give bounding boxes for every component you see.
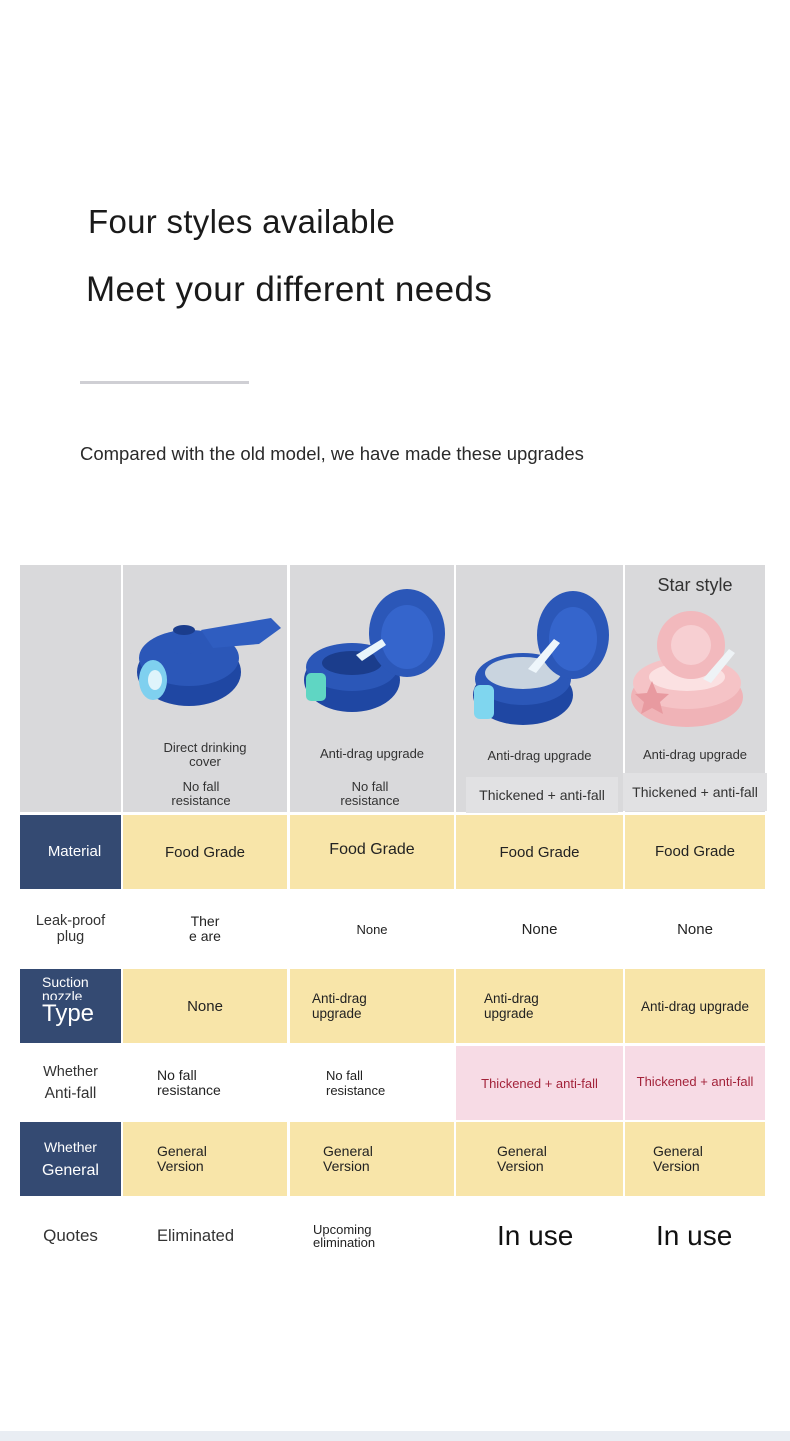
product-1-label: Direct drinking cover <box>163 740 247 769</box>
product-1-fall: No fall resistance <box>171 779 231 808</box>
material-cell-4: Food Grade <box>625 815 765 889</box>
product-card-direct <box>123 565 287 812</box>
product-2-fall: No fall resistance <box>340 779 400 808</box>
suction-cell-1: None <box>123 969 287 1043</box>
suction-cell-2: Anti-drag upgrade <box>290 969 454 1043</box>
product-4-label: Anti-drag upgrade <box>642 747 748 762</box>
antifall-cell-2: No fall resistance <box>290 1046 454 1120</box>
antidrag-lid-image <box>302 585 452 720</box>
row-label-general: Whether General <box>20 1122 121 1196</box>
product-card-star <box>625 565 765 812</box>
row-label-antifall: Whether Anti-fall <box>20 1046 121 1120</box>
thickened-lid-image <box>468 587 618 727</box>
star-style-label: Star style <box>657 575 733 595</box>
quotes-cell-3: In use <box>456 1199 623 1273</box>
general-cell-3: General Version <box>456 1122 623 1196</box>
row-label-suction: Suction nozzle Type <box>20 969 121 1043</box>
product-card-antidrag <box>290 565 454 812</box>
antifall-cell-1: No fall resistance <box>123 1046 287 1120</box>
product-3-fall: Thickened + anti-fall <box>466 777 618 813</box>
title-divider <box>80 381 249 384</box>
suction-cell-3: Anti-drag upgrade <box>456 969 623 1043</box>
antifall-cell-4: Thickened + anti-fall <box>625 1046 765 1120</box>
subtitle: Compared with the old model, we have made these upgrades <box>80 443 584 464</box>
general-cell-4: General Version <box>625 1122 765 1196</box>
product-card-thickened <box>456 565 623 812</box>
leak-cell-3: None <box>456 892 623 966</box>
quotes-cell-2: Upcoming elimination <box>290 1199 454 1273</box>
material-cell-3: Food Grade <box>456 815 623 889</box>
star-style-lid-image <box>629 605 763 730</box>
leak-cell-2: None <box>290 892 454 966</box>
quotes-cell-1: Eliminated <box>123 1199 287 1273</box>
row-label-quotes: Quotes <box>20 1199 121 1273</box>
material-cell-2: Food Grade <box>290 815 454 889</box>
general-cell-2: General Version <box>290 1122 454 1196</box>
table-corner <box>20 565 121 812</box>
suction-cell-4: Anti-drag upgrade <box>625 969 765 1043</box>
direct-drinking-cover-image <box>131 600 281 710</box>
row-label-leakproof: Leak-proof plug <box>20 892 121 966</box>
quotes-cell-4: In use <box>625 1199 765 1273</box>
product-2-label: Anti-drag upgrade <box>319 746 425 761</box>
product-3-label: Anti-drag upgrade <box>487 748 592 763</box>
material-cell-1: Food Grade <box>123 815 287 889</box>
antifall-cell-3: Thickened + anti-fall <box>456 1046 623 1120</box>
title-line-1: Four styles available <box>88 203 396 240</box>
title-line-2: Meet your different needs <box>86 270 493 309</box>
leak-cell-4: None <box>625 892 765 966</box>
bottom-band <box>0 1431 790 1441</box>
leak-cell-1: Ther e are <box>123 892 287 966</box>
row-label-material: Material <box>20 815 121 889</box>
product-4-fall: Thickened + anti-fall <box>623 773 767 811</box>
general-cell-1: General Version <box>123 1122 287 1196</box>
